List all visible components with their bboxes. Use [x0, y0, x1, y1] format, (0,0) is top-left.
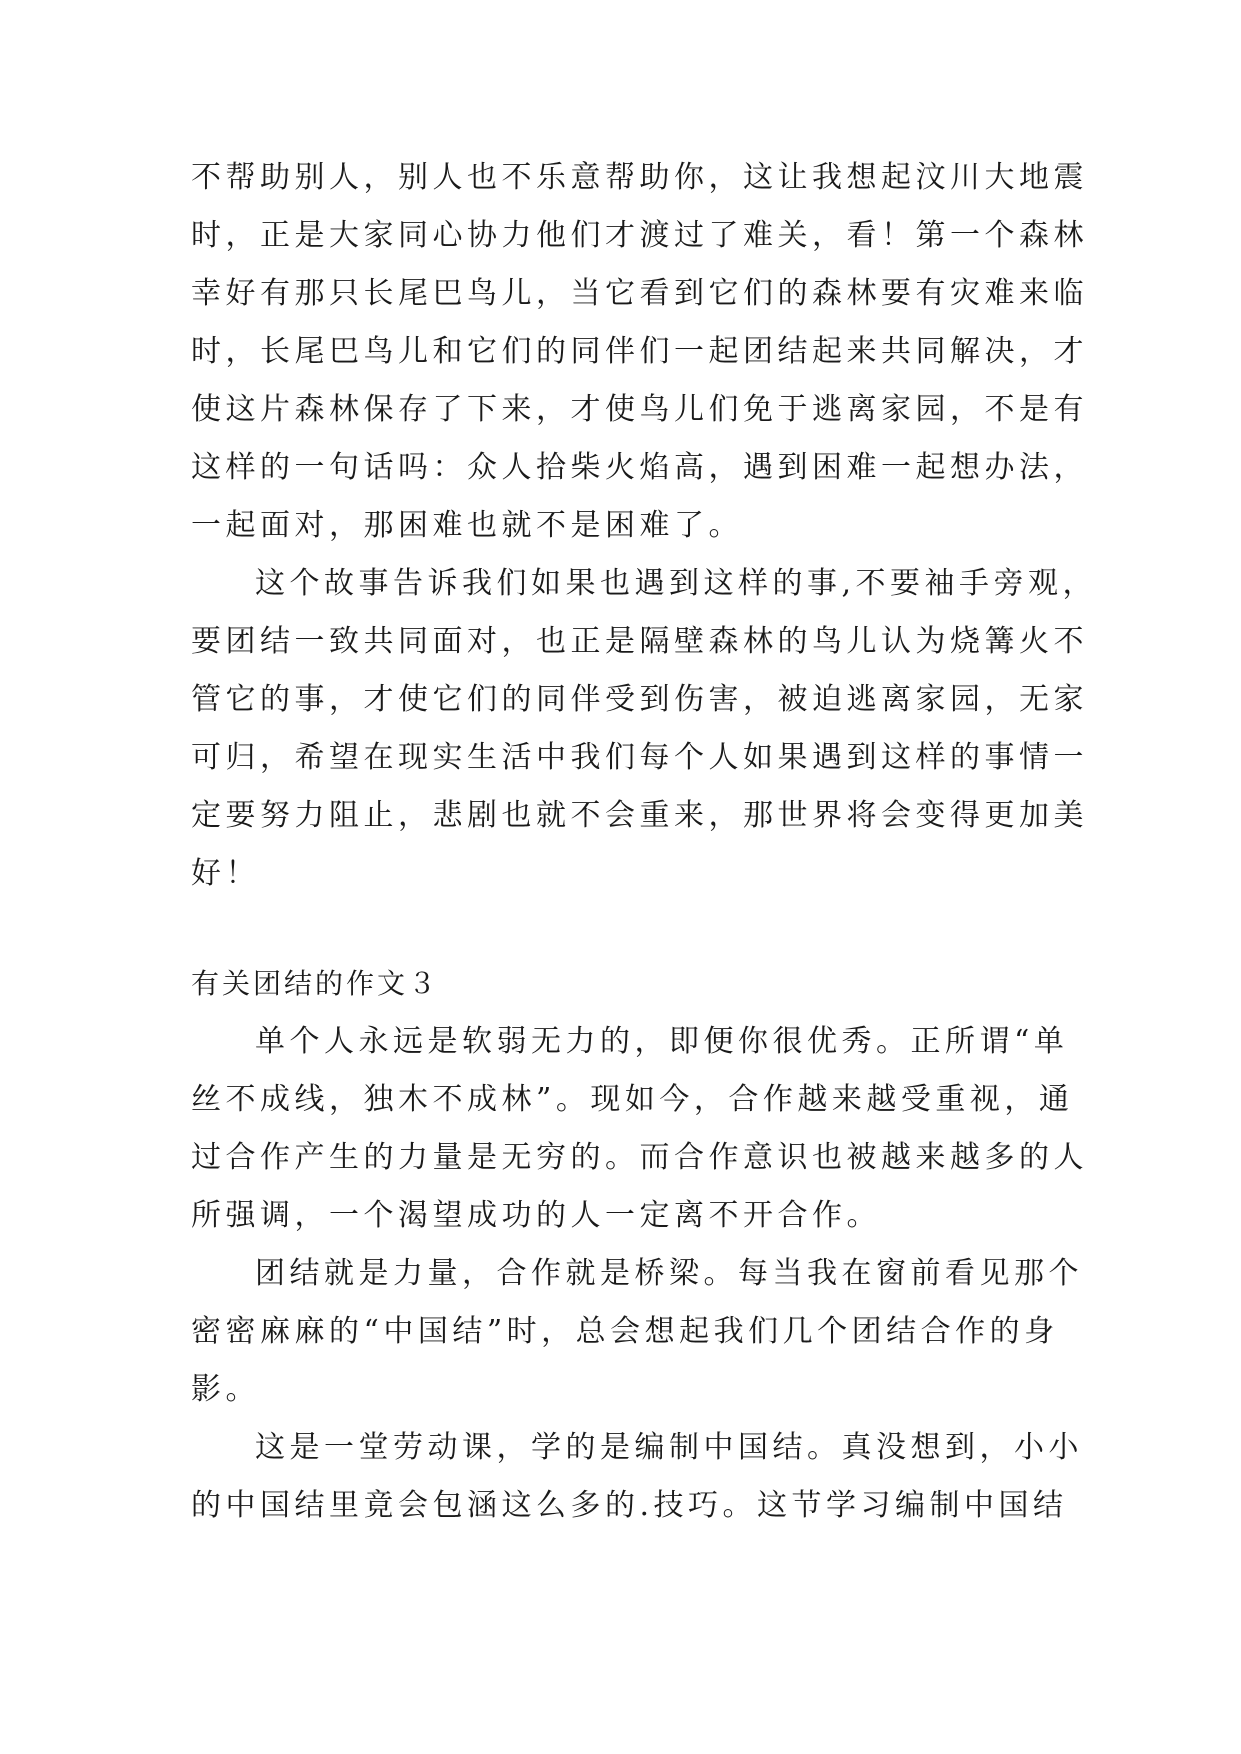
text-line: 可归，希望在现实生活中我们每个人如果遇到这样的事情一 [191, 740, 1088, 775]
text-line: 这样的一句话吗：众人拾柴火焰高，遇到困难一起想办法， [191, 450, 1088, 485]
paragraph-4 [191, 1256, 1083, 1430]
text-line: 丝不成线，独木不成林”。现如今，合作越来越受重视，通 [191, 1082, 1074, 1117]
section-title: 有关团结的作文３ [191, 967, 440, 1000]
text-line: 时，长尾巴鸟儿和它们的同伴们一起团结起来共同解决，才 [191, 334, 1088, 369]
text-line: 的中国结里竟会包涵这么多的.技巧。这节学习编制中国结 [191, 1488, 1068, 1523]
text-line: 定要努力阻止，悲剧也就不会重来，那世界将会变得更加美 [191, 798, 1088, 833]
text-line: 团结就是力量，合作就是桥梁。每当我在窗前看见那个 [255, 1256, 1083, 1291]
text-line: 影。 [191, 1372, 260, 1407]
text-line: 这是一堂劳动课，学的是编制中国结。真没想到，小小 [255, 1430, 1083, 1465]
paragraph-5 [191, 1430, 1083, 1546]
text-line: 一起面对，那困难也就不是困难了。 [191, 508, 743, 543]
text-line: 所强调，一个渴望成功的人一定离不开合作。 [191, 1198, 881, 1233]
section-spacer [191, 914, 1051, 966]
text-line: 使这片森林保存了下来，才使鸟儿们免于逃离家园，不是有 [191, 392, 1088, 427]
text-line: 密密麻麻的“中国结”时，总会想起我们几个团结合作的身 [191, 1314, 1059, 1349]
text-line: 幸好有那只长尾巴鸟儿，当它看到它们的森林要有灾难来临 [191, 276, 1088, 311]
paragraph-3 [191, 1024, 1088, 1256]
text-line: 单个人永远是软弱无力的，即便你很优秀。正所谓“单 [255, 1024, 1069, 1059]
text-line: 这个故事告诉我们如果也遇到这样的事,不要袖手旁观， [255, 566, 1098, 601]
text-line: 过合作产生的力量是无穷的。而合作意识也被越来越多的人 [191, 1140, 1088, 1175]
text-line: 管它的事，才使它们的同伴受到伤害，被迫逃离家园，无家 [191, 682, 1088, 717]
text-line: 时，正是大家同心协力他们才渡过了难关，看！第一个森林 [191, 218, 1088, 253]
text-line: 要团结一致共同面对，也正是隔壁森林的鸟儿认为烧篝火不 [191, 624, 1088, 659]
paragraph-2 [191, 566, 1098, 914]
document-body [191, 160, 1098, 1546]
text-line: 好！ [191, 856, 260, 891]
paragraph-1 [191, 160, 1088, 566]
text-line: 不帮助别人，别人也不乐意帮助你，这让我想起汶川大地震 [191, 160, 1088, 195]
